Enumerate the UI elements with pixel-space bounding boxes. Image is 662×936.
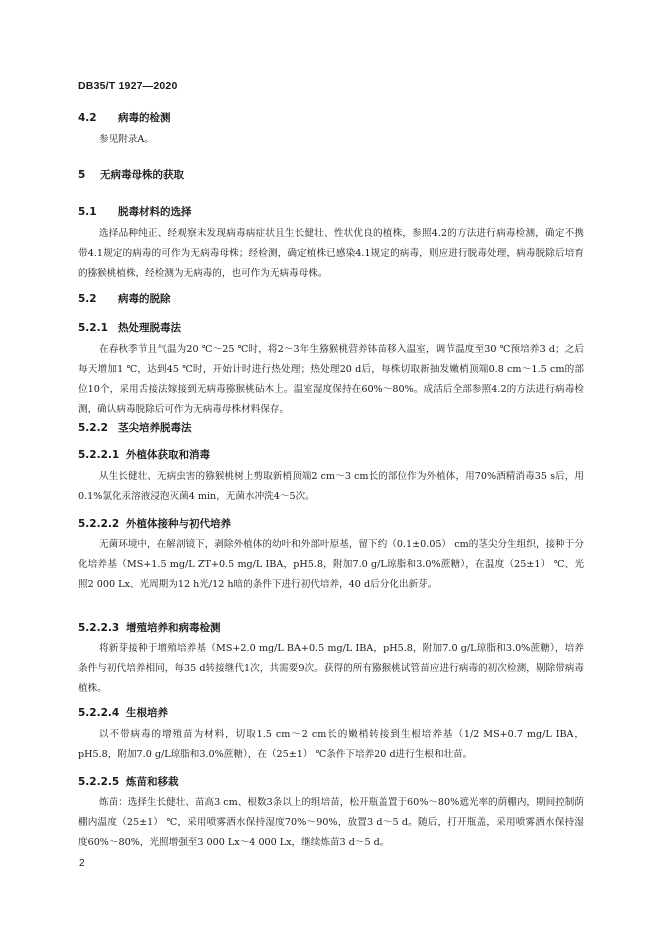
- paragraph-5-2-2-3: 将新芽接种于增殖培养基（MS+2.0 mg/L BA+0.5 mg/L IBA，pH5.8，附加7.0 g/L琼脂和3.0%蔗糖），培养条件与初代培养相同，每35 d转接继代1次，共需要9次。获得的所有猕猴桃试管苗应进行病毒的初次检测，剔除带病毒植株。: [78, 643, 584, 694]
- paragraph-5-2-2-5: 炼苗：选择生长健壮、苗高3 cm、根数3条以上的组培苗，松开瓶盖置于60%～80%遮光率的荫棚内，期间控制荫棚内温度（25±1） ℃，采用喷雾洒水保持湿度70%～90%，放置3 d～5 d。随后，打开瓶盖，采用喷雾洒水保持湿度60%～80%，光照增强至3 000 Lx～4 000 Lx，继续炼苗3 d～5 d。: [78, 797, 584, 848]
- section-number: 5.1: [78, 206, 97, 218]
- section-number: 5.2.2.2: [78, 518, 120, 530]
- section-number: 5.2.2.3: [78, 622, 120, 634]
- paragraph-5-2-2-2: 无菌环境中，在解剖镜下，剥除外植体的幼叶和外部叶原基，留下约（0.1±0.05） cm的茎尖分生组织，接种于分化培养基（MS+1.5 mg/L ZT+0.5 mg/L IBA，pH5.8，附加7.0 g/L琼脂和3.0%蔗糖），在温度（25±1） ℃、光照2 000 Lx、光周期为12 h光/12 h暗的条件下进行初代培养，40 d后分化出新芽。: [78, 539, 584, 590]
- page-number: 2: [79, 858, 85, 869]
- section-heading-5-2-2-2: [78, 516, 231, 531]
- section-title: 脱毒材料的选择: [118, 206, 192, 218]
- section-heading-5-1: [78, 204, 192, 219]
- section-heading-5-2-2-1: [78, 447, 210, 462]
- paragraph-5-1: 选择品种纯正、经观察未发现病毒病症状且生长健壮、性状优良的植株，参照4.2的方法进行病毒检测，确定不携带4.1规定的病毒的可作为无病毒母株；经检测，确定植株已感染4.1规定的病毒，则应进行脱毒处理，病毒脱除后培育的猕猴桃植株，经检测为无病毒的，也可作为无病毒母株。: [78, 228, 584, 279]
- document-id: DB35/T 1927—2020: [78, 80, 178, 92]
- section-heading-5-2-2-5: [78, 774, 179, 789]
- section-title: 外植体接种与初代培养: [126, 518, 231, 530]
- section-number: 5.2.2.1: [78, 449, 120, 461]
- section-heading-5-2-2-3: [78, 620, 221, 635]
- paragraph-5-2-2-4: 以不带病毒的增殖苗为材料，切取1.5 cm～2 cm长的嫩梢转接到生根培养基（1/2 MS+0.7 mg/L IBA，pH5.8，附加7.0 g/L琼脂和3.0%蔗糖），在（25±1） ℃条件下培养20 d进行生根和壮苗。: [78, 729, 584, 760]
- section-heading-5: [78, 167, 184, 182]
- section-number: 5.2.2.4: [78, 707, 120, 719]
- section-title: 茎尖培养脱毒法: [118, 422, 192, 434]
- section-heading-5-2-2-4: [78, 705, 168, 720]
- section-heading-5-2-1: [78, 320, 181, 335]
- section-title: 生根培养: [126, 707, 168, 719]
- section-number: 5.2.2.5: [78, 776, 120, 788]
- section-title: 病毒的脱除: [118, 293, 171, 305]
- section-title: 病毒的检测: [118, 112, 171, 124]
- section-title: 增殖培养和病毒检测: [126, 622, 221, 634]
- section-title: 炼苗和移栽: [126, 776, 179, 788]
- section-title: 无病毒母株的获取: [100, 169, 184, 181]
- paragraph-5-2-1: 在春秋季节且气温为20 ℃～25 ℃时，将2～3年生猕猴桃营养钵苗移入温室，调节温度至30 ℃预培养3 d；之后每天增加1 ℃，达到45 ℃时，开始计时进行热处理；热处理20 d后，每株切取新抽发嫩梢顶端0.8 cm～1.5 cm的部位10个，采用舌接法嫁接到无病毒猕猴桃砧木上。温室湿度保持在60%～80%。成活后全部参照4.2的方法进行病毒检测，确认病毒脱除后可作为无病毒母株材料保存。: [78, 344, 584, 415]
- section-heading-5-2-2: [78, 420, 192, 435]
- paragraph-5-2-2-1: 从生长健壮、无病虫害的猕猴桃树上剪取新梢顶端2 cm～3 cm长的部位作为外植体，用70%酒精消毒35 s后，用0.1%氯化汞溶液浸泡灭菌4 min，无菌水冲洗4～5次。: [78, 471, 584, 502]
- section-title: 热处理脱毒法: [118, 322, 181, 334]
- section-number: 4.2: [78, 112, 97, 124]
- section-number: 5.2.2: [78, 422, 108, 434]
- section-heading-5-2: [78, 291, 171, 306]
- section-title: 外植体获取和消毒: [126, 449, 210, 461]
- section-heading-4-2: [78, 110, 171, 125]
- section-number: 5.2: [78, 293, 97, 305]
- section-number: 5.2.1: [78, 322, 108, 334]
- section-number: 5: [78, 169, 86, 181]
- paragraph-4-2: 参见附录A。: [99, 134, 154, 145]
